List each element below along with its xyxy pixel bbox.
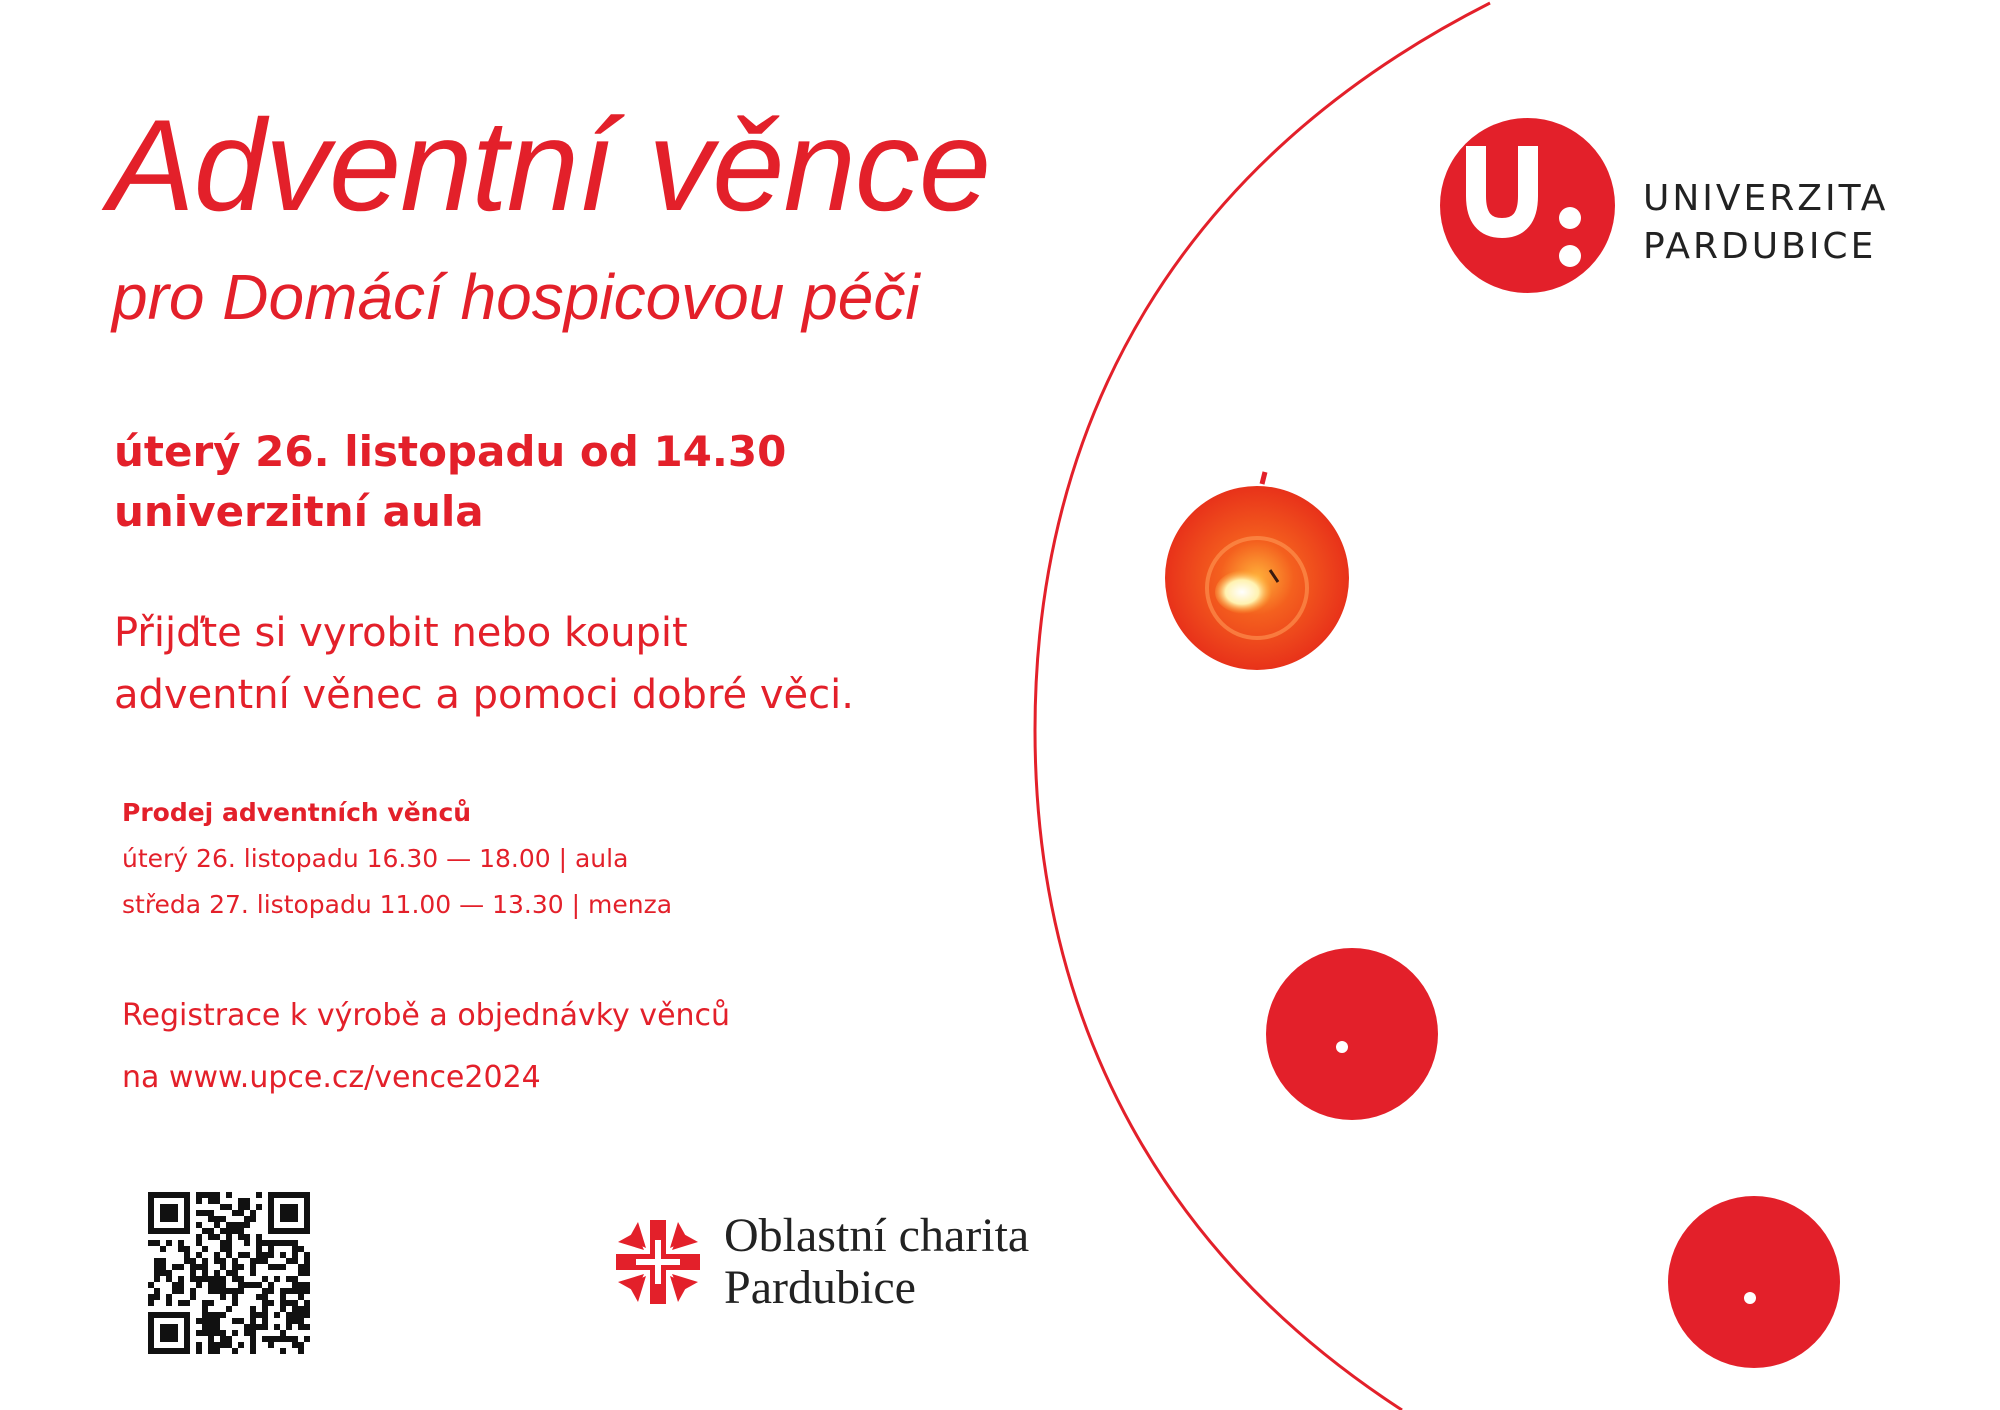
sale-heading: Prodej adventních věnců: [122, 798, 472, 827]
qr-module: [250, 1270, 256, 1276]
university-name: [1643, 175, 1888, 271]
qr-module: [250, 1348, 256, 1354]
qr-module: [250, 1216, 256, 1222]
qr-module: [154, 1294, 160, 1300]
qr-module: [178, 1264, 184, 1270]
qr-module: [274, 1276, 280, 1282]
qr-module: [268, 1288, 274, 1294]
red-dot-bottom: [1668, 1196, 1840, 1368]
event-info: [114, 422, 786, 542]
partner-name-line1: Oblastní charita: [724, 1209, 1030, 1262]
registration-url-line[interactable]: na www.upce.cz/vence2024: [122, 1060, 541, 1095]
large-arc: [1035, 3, 1490, 1410]
qr-module: [244, 1240, 250, 1246]
poster-subtitle: pro Domácí hospicovou péči: [112, 261, 920, 333]
qr-module: [184, 1300, 190, 1306]
qr-module: [304, 1312, 310, 1318]
event-place: univerzitní aula: [114, 487, 484, 536]
qr-module: [148, 1300, 154, 1306]
qr-module: [226, 1306, 232, 1312]
qr-module: [304, 1270, 310, 1276]
qr-module: [166, 1240, 172, 1246]
qr-module: [214, 1348, 220, 1354]
sale-schedule: [122, 790, 672, 928]
qr-module: [202, 1246, 208, 1252]
qr-module: [196, 1198, 202, 1204]
qr-module: [208, 1300, 214, 1306]
qr-module: [166, 1300, 172, 1306]
partner-logo[interactable]: [608, 1210, 1029, 1314]
qr-module: [160, 1246, 166, 1252]
qr-module: [268, 1342, 274, 1348]
upce-u-mark-icon: [1440, 118, 1615, 293]
caritas-cross-icon: [608, 1212, 708, 1312]
partner-name: [724, 1210, 1029, 1314]
qr-module: [304, 1336, 310, 1342]
partner-name-line2: Pardubice: [724, 1261, 916, 1314]
qr-module: [298, 1348, 304, 1354]
qr-module: [154, 1276, 160, 1282]
university-name-line1: UNIVERZITA: [1643, 177, 1889, 219]
qr-module: [238, 1264, 244, 1270]
qr-module: [268, 1252, 274, 1258]
qr-module: [220, 1294, 226, 1300]
sale-line-1: úterý 26. listopadu 16.30 — 18.00 | aula: [122, 844, 629, 873]
qr-module: [232, 1348, 238, 1354]
university-name-line2: PARDUBICE: [1643, 225, 1877, 267]
qr-module: [184, 1348, 190, 1354]
qr-module: [220, 1312, 226, 1318]
qr-module: [232, 1330, 238, 1336]
qr-module: [292, 1216, 298, 1222]
qr-module: [226, 1192, 232, 1198]
qr-module: [238, 1342, 244, 1348]
qr-module: [232, 1300, 238, 1306]
invitation-text: [114, 602, 854, 726]
poster-title: Adventní věnce: [108, 92, 991, 238]
candle-image: [1165, 472, 1349, 670]
qr-module: [244, 1222, 250, 1228]
qr-module: [256, 1192, 262, 1198]
qr-module: [280, 1348, 286, 1354]
qr-module: [274, 1312, 280, 1318]
qr-module: [172, 1336, 178, 1342]
qr-module: [172, 1216, 178, 1222]
qr-module: [280, 1264, 286, 1270]
qr-module: [196, 1348, 202, 1354]
qr-module: [256, 1204, 262, 1210]
red-dot-middle: [1266, 948, 1438, 1120]
qr-module: [178, 1288, 184, 1294]
qr-code[interactable]: [148, 1192, 310, 1354]
qr-module: [196, 1282, 202, 1288]
invitation-line-1: Přijďte si vyrobit nebo koupit: [114, 610, 688, 656]
qr-module: [184, 1228, 190, 1234]
qr-module: [262, 1324, 268, 1330]
qr-module: [286, 1324, 292, 1330]
qr-module: [238, 1288, 244, 1294]
qr-module: [304, 1228, 310, 1234]
registration-line-1: Registrace k výrobě a objednávky věnců: [122, 998, 731, 1033]
sale-line-2: středa 27. listopadu 11.00 — 13.30 | menza: [122, 890, 673, 919]
registration-info: [122, 985, 730, 1109]
university-logo[interactable]: [1440, 118, 1888, 293]
qr-module: [190, 1294, 196, 1300]
qr-module: [304, 1324, 310, 1330]
invitation-line-2: adventní věnec a pomoci dobré věci.: [114, 672, 854, 718]
event-date: úterý 26. listopadu od 14.30: [114, 427, 787, 476]
qr-module: [268, 1300, 274, 1306]
qr-module: [304, 1288, 310, 1294]
